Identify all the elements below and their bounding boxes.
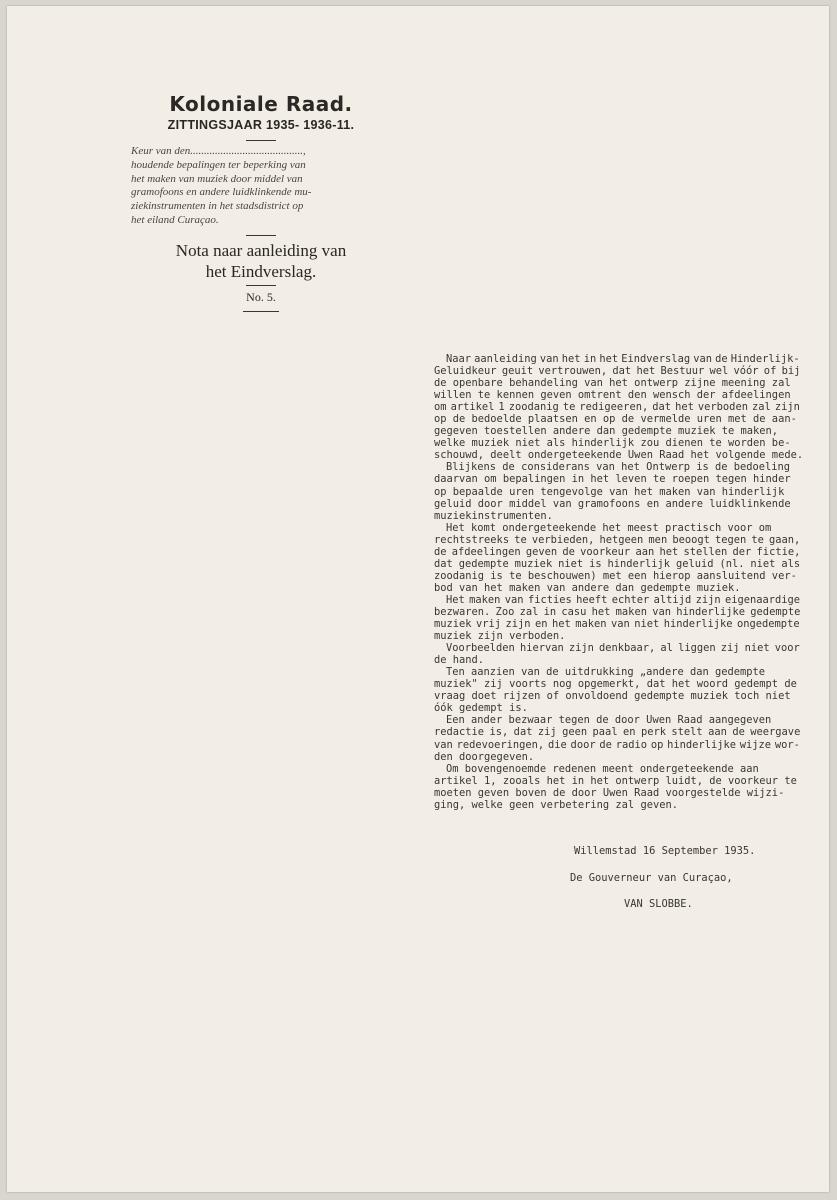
body-line: Naar aanleiding van het in het Eindverslag van de Hinderlijk- [446,353,800,365]
body-line: op bepaalde uren tengevolge van het maken van hinderlijk [434,485,785,498]
body-line: de afdeelingen geven de voorkeur aan het stellen der fictie, [434,545,801,558]
body-line: bezwaren. Zoo zal in casu het maken van hinderlijke gedempte [434,605,801,618]
body-line: de hand. [434,654,485,667]
document-header [125,92,397,316]
divider [246,140,276,141]
session-year: ZITTINGSJAAR 1935- 1936-11. [167,118,355,132]
council-title: Koloniale Raad. [169,92,353,116]
bill-line: het eiland Curaçao. [131,213,219,226]
signatory-title: De Gouverneur van Curaçao, [570,872,733,884]
body-line: op de bedoelde plaatsen en op de vermelde uren met de aan- [434,413,797,426]
body-line: gegeven toestellen andere dan gedempte muziek te maken, [434,425,779,438]
body-line: willen te kennen geven omtrent den wensch der afdeelingen [434,389,791,402]
body-line: muziekinstrumenten. [434,509,553,522]
body-line: Een ander bezwaar tegen de door Uwen Raad aangegeven [446,714,772,727]
body-line: Het komt ondergeteekende het meest practisch voor om [446,521,772,534]
bill-line: Keur van den........................................., [131,145,306,157]
body-line: om artikel 1 zoodanig te redigeeren, dat het verboden zal zijn [434,401,800,414]
body-line: Geluidkeur geuit vertrouwen, dat het Bestuur wel vóór of bij [434,365,801,378]
signatory-name: VAN SLOBBE. [624,898,693,910]
body-line: welke muziek niet als hinderlijk zou dienen te worden be- [434,437,791,450]
body-line: vraag doet rijzen of onvoldoend gedempte muziek toch niet [434,690,791,703]
body-line: ging, welke geen verbetering zal geven. [434,798,678,811]
bill-line: houdende bepalingen ter beperking van [131,158,306,171]
body-text [434,353,804,811]
bill-title [131,145,389,228]
body-line: redactie is, dat zij geen paal en perk stelt aan de weergave [434,726,801,739]
body-line: bod van het maken van andere dan gedempte muziek. [434,581,741,594]
body-line: muziek vrij zijn en het maken van niet hinderlijke ongedempte [434,618,800,631]
body-line: van redevoeringen, die door de radio op hinderlijke wijze wor- [434,738,800,751]
body-line: Blijkens de considerans van het Ontwerp is de bedoeling [446,461,791,474]
body-line: óók gedempt is. [434,702,528,715]
body-line: daarvan om bepalingen in het leven te roepen tegen hinder [434,473,791,486]
body-line: muziek zijn verboden. [434,630,566,643]
body-line: zoodanig is te beschouwen) met een hierop aansluitend ver- [434,569,797,582]
body-line: den doorgegeven. [434,750,535,763]
place-date: Willemstad 16 September 1935. [574,845,756,857]
divider [246,285,276,286]
body-line: Voorbeelden hiervan zijn denkbaar, al liggen zij niet voor [446,642,800,655]
body-line: de openbare behandeling van het ontwerp zijne meening zal [434,377,791,390]
divider [243,311,279,312]
nota-title-line: het Eindverslag. [205,261,317,281]
bill-line: ziekinstrumenten in het stadsdistrict op [131,200,304,213]
bill-line: gramofoons en andere luidklinkende mu- [131,186,312,199]
document-number: No. 5. [246,289,276,304]
body-line: geluid door middel van gramofoons en andere luidklinkende [434,497,791,510]
body-line: schouwd, deelt ondergeteekende Uwen Raad het volgende mede. [434,449,804,462]
body-line: Ten aanzien van de uitdrukking „andere dan gedempte [446,666,766,679]
body-line: Om bovengenoemde redenen meent ondergeteekende aan [446,762,759,775]
bill-line: het maken van muziek door middel van [131,172,303,185]
body-line: moeten geven boven de door Uwen Raad voorgestelde wijzi- [434,786,785,799]
divider [246,235,276,236]
body-line: Het maken van ficties heeft echter altijd zijn eigenaardige [446,593,801,606]
document-page [7,6,829,1192]
body-line: dat gedempte muziek niet is hinderlijk geluid (nl. niet als [434,557,801,570]
nota-title [125,240,397,282]
nota-title-line: Nota naar aanleiding van [175,240,347,260]
body-line: artikel 1, zooals het in het ontwerp luidt, de voorkeur te [434,774,797,787]
body-line: rechtstreeks te verbieden, hetgeen men beoogt tegen te gaan, [434,533,801,546]
body-line: muziek" zij voorts nog opgemerkt, dat het woord gedempt de [434,678,797,691]
